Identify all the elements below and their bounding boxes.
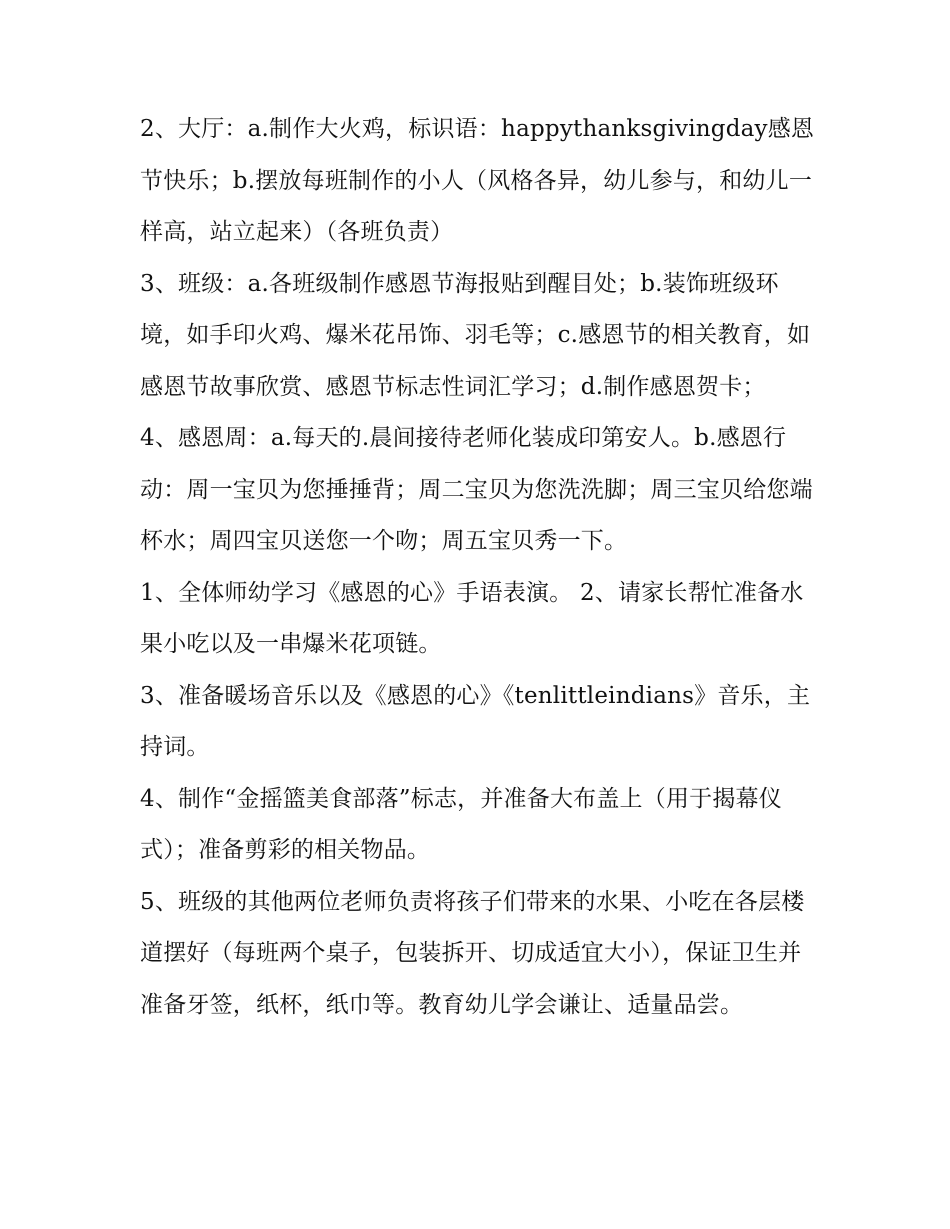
paragraph-thanksgiving-week: 4、感恩周：a.每天的.晨间接待老师化装成印第安人。b.感恩行动：周一宝贝为您捶捶背；周二宝贝为您洗洗脚；周三宝贝给您端杯水；周四宝贝送您一个吻；周五宝贝秀一下。: [140, 425, 813, 554]
document-body: [140, 104, 820, 1031]
paragraph-hall-decoration: 2、大厅：a.制作大火鸡，标识语：happythanksgivingday感恩节快乐；b.摆放每班制作的小人（风格各异，幼儿参与，和幼儿一样高，站立起来）（各班负责）: [140, 116, 815, 245]
paragraph-sign-language-and-snacks: 1、全体师幼学习《感恩的心》手语表演。 2、请家长帮忙准备水果小吃以及一串爆米花项链。: [140, 579, 804, 657]
paragraph-logo-preparation: 4、制作“金摇篮美食部落”标志，并准备大布盖上（用于揭幕仪式）；准备剪彩的相关物品。: [140, 785, 782, 863]
paragraph-teacher-duties: 5、班级的其他两位老师负责将孩子们带来的水果、小吃在各层楼道摆好（每班两个桌子，包装拆开、切成适宜大小），保证卫生并准备牙签，纸杯，纸巾等。教育幼儿学会谦让、适量品尝。: [140, 888, 805, 1018]
paragraph-music-preparation: 3、准备暖场音乐以及《感恩的心》《tenlittleindians》音乐，主持词。: [140, 682, 811, 760]
paragraph-class-decoration: 3、班级：a.各班级制作感恩节海报贴到醒目处；b.装饰班级环境，如手印火鸡、爆米花吊饰、羽毛等；c.感恩节的相关教育，如感恩节故事欣赏、感恩节标志性词汇学习；d.制作感恩贺卡；: [140, 270, 811, 400]
